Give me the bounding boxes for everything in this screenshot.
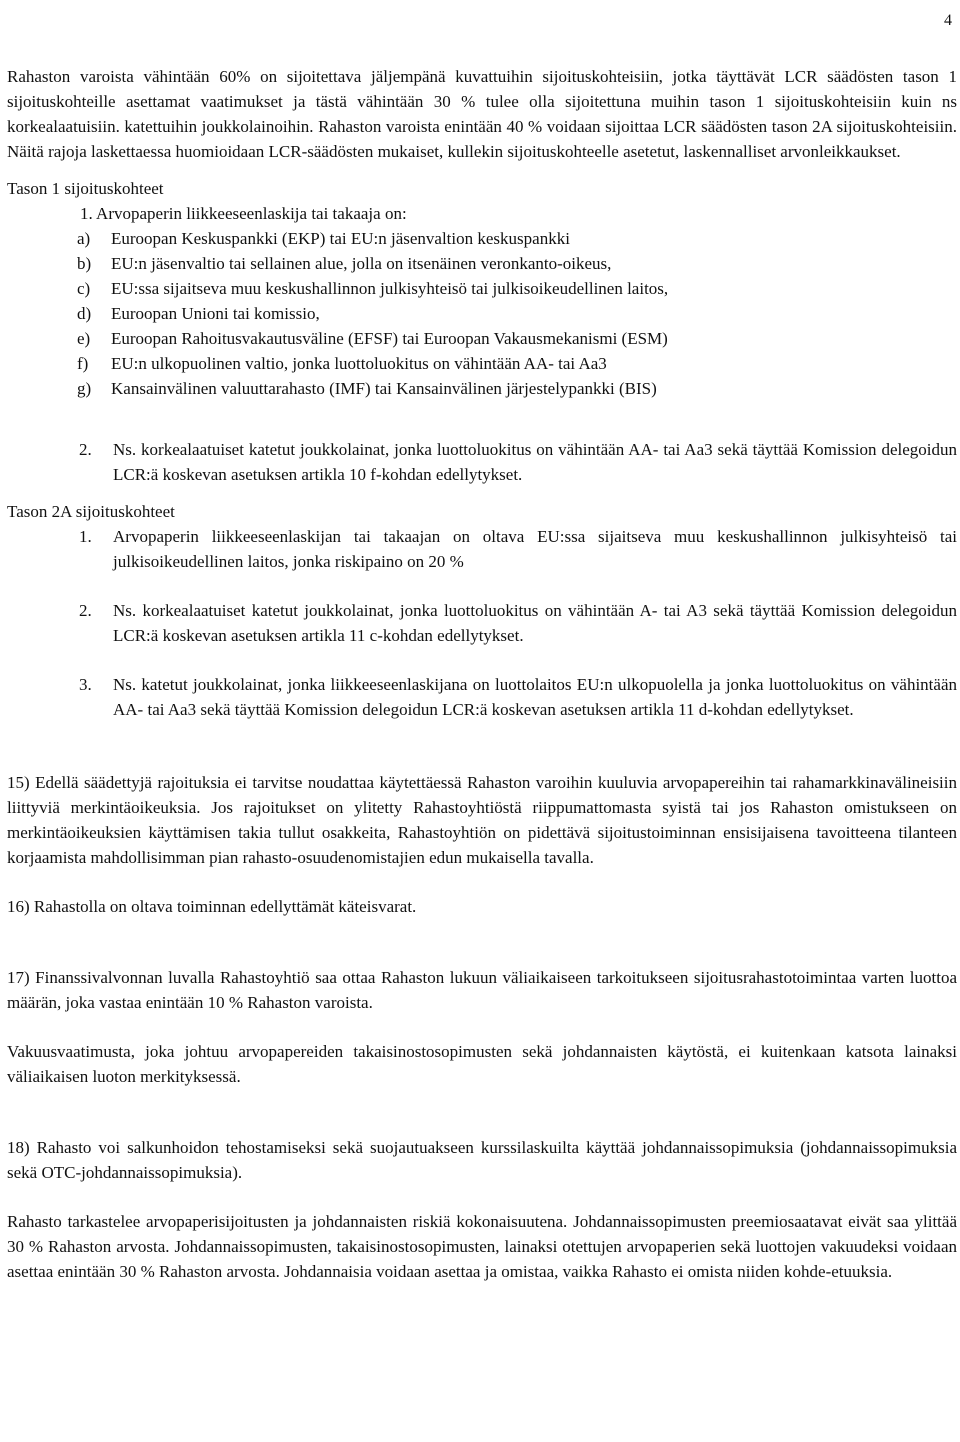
section-17-note: Vakuusvaatimusta, joka johtuu arvopapereiden takaisinostosopimusten sekä johdannaisten käytöstä, ei kuitenkaan katsota lainaksi väliaikaisen luoton merkityksessä. — [7, 1042, 957, 1086]
list-item: c) EU:ssa sijaitseva muu keskushallinnon julkisyhteisö tai julkisoikeudellinen laitos, — [77, 279, 669, 298]
level2a-item1: 1. Arvopaperin liikkeeseenlaskijan tai takaajan on oltava EU:ssa sijaitseva muu keskushallinnon julkisyhteisö tai julkisoikeudellinen laitos, jonka riskipaino on 20 % — [79, 527, 957, 571]
level1-heading: Tason 1 sijoituskohteet — [7, 179, 164, 198]
level1-item1-lead: 1. Arvopaperin liikkeeseenlaskija tai takaaja on: — [80, 204, 407, 223]
list-item: b) EU:n jäsenvaltio tai sellainen alue, jolla on itsenäinen veronkanto-oikeus, — [77, 254, 612, 273]
level1-issuer-list — [7, 226, 957, 401]
list-item: d) Euroopan Unioni tai komissio, — [77, 304, 320, 323]
level2a-item2: 2. Ns. korkealaatuiset katetut joukkolainat, jonka luottoluokitus on vähintään A- tai A3 sekä täyttää Komission delegoidun LCR:ä koskevan asetuksen artikla 11 c-kohdan edellytykset. — [79, 601, 957, 645]
level2a-heading: Tason 2A sijoituskohteet — [7, 502, 175, 521]
level1-item2: 2. Ns. korkealaatuiset katetut joukkolainat, jonka luottoluokitus on vähintään AA- tai Aa3 sekä täyttää Komission delegoidun LCR:ä koskevan asetuksen artikla 10 f-kohdan edellytykset. — [79, 440, 957, 484]
section-18: 18) Rahasto voi salkunhoidon tehostamiseksi sekä suojautuakseen kurssilaskuilta käyttää johdannaissopimuksia (johdannaissopimuksia sekä OTC-johdannaissopimuksia). — [7, 1138, 957, 1182]
list-item: g) Kansainvälinen valuuttarahasto (IMF) tai Kansainvälinen järjestelypankki (BIS) — [77, 379, 657, 398]
section-16: 16) Rahastolla on oltava toiminnan edellyttämät käteisvarat. — [7, 897, 417, 916]
intro-paragraph: Rahaston varoista vähintään 60% on sijoitettava jäljempänä kuvattuihin sijoituskohteisiin, jotka täyttävät LCR säädösten tason 1 sijoituskohteille asettamat vaatimukset ja tästä vähintään 30 % tulee olla sijoitettuna muihin tason 1 sijoituskohteisiin kuin ns korkealaatuisiin. katettuihin joukkolainoihin. Rahaston varoista enintään 40 % voidaan sijoittaa LCR säädösten tason 2A sijoituskohteisiin. Näitä rajoja laskettaessa huomioidaan LCR-säädösten mukaiset, kullekin sijoituskohteelle asetetut, laskennalliset arvonleikkaukset. — [7, 67, 957, 161]
page-number: 4 — [944, 12, 952, 29]
document-page — [7, 64, 957, 1284]
level2a-item3: 3. Ns. katetut joukkolainat, jonka liikkeeseenlaskijana on luottolaitos EU:n ulkopuolella ja jonka luottoluokitus on vähintään AA- tai Aa3 sekä täyttää Komission delegoidun LCR:ä koskevan asetuksen artikla 11 d-kohdan edellytykset. — [79, 675, 957, 719]
section-18-note: Rahasto tarkastelee arvopaperisijoitusten ja johdannaisten riskiä kokonaisuutena. Johdannaissopimusten preemiosaatavat eivät saa ylittää 30 % Rahaston arvosta. Johdannaissopimusten, takaisinostosopimusten, lainaksi otettujen arvopaperien sekä luottojen vakuudeksi voidaan asettaa enintään 30 % Rahaston arvosta. Johdannaisia voidaan asettaa ja omistaa, vaikka Rahasto ei omista niiden kohde-etuuksia. — [7, 1212, 957, 1281]
section-15: 15) Edellä säädettyjä rajoituksia ei tarvitse noudattaa käytettäessä Rahaston varoihin kuuluvia arvopapereihin tai rahamarkkinavälineisiin liittyviä merkintäoikeuksia. Jos rajoitukset on ylitetty Rahastoyhtiöstä riippumattomasta syistä tai jos Rahaston omistukseen on merkintäoikeuksien käyttämisen takia tullut osakkeita, Rahastoyhtiön on pidettävä sijoitustoiminnan ensisijaisena tavoitteena tilanteen korjaamista mahdollisimman pian rahasto-osuudenomistajien edun mukaisella tavalla. — [7, 773, 957, 867]
section-17: 17) Finanssivalvonnan luvalla Rahastoyhtiö saa ottaa Rahaston lukuun väliaikaiseen tarkoitukseen sijoitusrahastotoimintaa varten luottoa määrän, joka vastaa enintään 10 % Rahaston varoista. — [7, 968, 957, 1012]
list-item: a) Euroopan Keskuspankki (EKP) tai EU:n jäsenvaltion keskuspankki — [77, 229, 570, 248]
list-item: f) EU:n ulkopuolinen valtio, jonka luottoluokitus on vähintään AA- tai Aa3 — [77, 354, 607, 373]
list-item: e) Euroopan Rahoitusvakautusväline (EFSF) tai Euroopan Vakausmekanismi (ESM) — [77, 329, 668, 348]
